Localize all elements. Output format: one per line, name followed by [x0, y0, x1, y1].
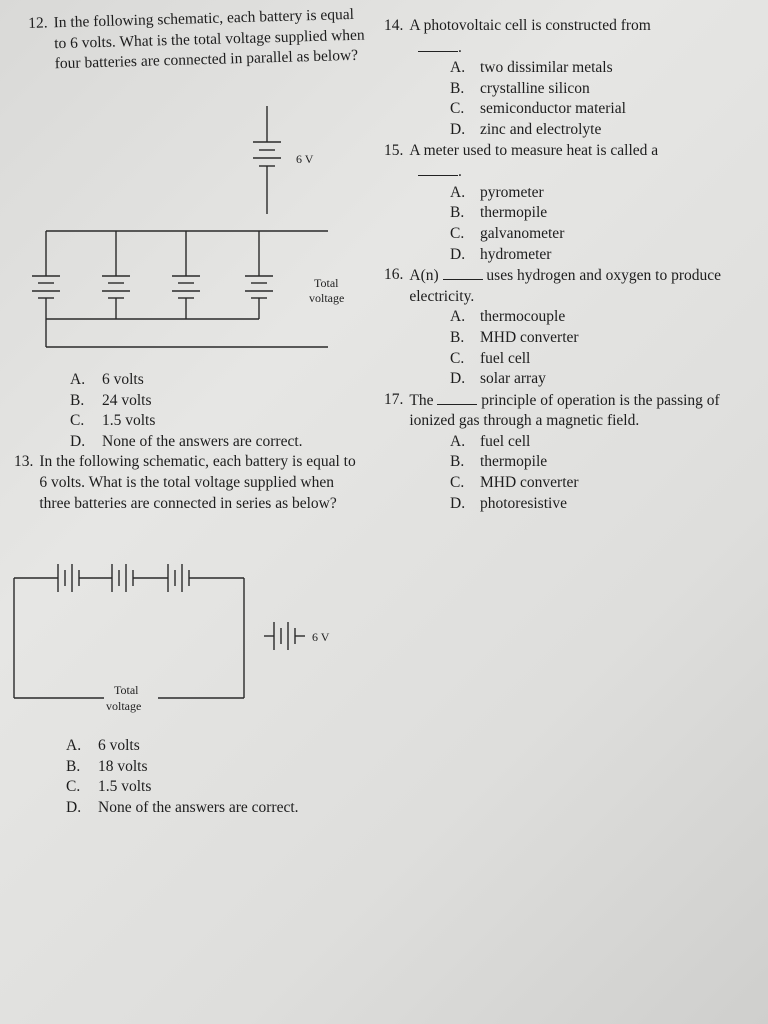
option-c[interactable]: C. fuel cell: [450, 349, 531, 367]
option-d[interactable]: D. photoresistive: [450, 494, 567, 512]
question-number: 15.: [384, 141, 404, 159]
option-b[interactable]: B. thermopile: [450, 204, 548, 222]
answer-blank: .: [418, 37, 734, 59]
option-a[interactable]: A. 6 volts: [70, 371, 144, 388]
option-d[interactable]: D. zinc and electrolyte: [450, 120, 602, 138]
question-number: 13.: [14, 453, 34, 471]
total-voltage-label: Total: [114, 683, 139, 697]
option-a[interactable]: A. pyrometer: [450, 183, 544, 201]
battery-1: [32, 276, 60, 298]
series-battery-1: [58, 564, 79, 592]
question-15: [384, 141, 734, 162]
option-c[interactable]: C. semiconductor material: [450, 100, 626, 118]
battery-2: [102, 276, 130, 298]
option-b[interactable]: B. thermopile: [450, 453, 548, 471]
battery-3: [172, 276, 200, 298]
question-text: A photovoltaic cell is constructed from: [409, 17, 651, 34]
question-text: The principle of operation is the passing of ionized gas through a magnetic field.: [409, 391, 720, 430]
total-voltage-label-2: voltage: [309, 291, 345, 305]
option-a[interactable]: A. thermocouple: [450, 308, 566, 326]
option-b[interactable]: B. crystalline silicon: [450, 79, 590, 97]
answer-blank: .: [418, 161, 734, 183]
question-17: [384, 390, 734, 432]
series-battery-3: [168, 564, 189, 592]
battery-4: [245, 276, 273, 298]
option-a[interactable]: A. 6 volts: [66, 737, 140, 754]
question-number: 14.: [384, 17, 404, 34]
question-14: [384, 16, 734, 37]
total-voltage-label-2: voltage: [106, 699, 142, 713]
option-c[interactable]: C. 1.5 volts: [66, 778, 152, 796]
option-a[interactable]: A. two dissimilar metals: [450, 59, 613, 77]
series-battery-2: [112, 564, 133, 592]
question-number: 17.: [384, 390, 404, 408]
question-13: [14, 452, 364, 514]
question-text: A(n) uses hydrogen and oxygen to produce electricity.: [409, 267, 722, 305]
option-b[interactable]: B. 24 volts: [70, 391, 152, 409]
q13-options: [66, 736, 366, 818]
total-voltage-label: Total: [314, 276, 339, 290]
question-16: [384, 265, 734, 307]
question-number: 16.: [384, 266, 404, 284]
option-c[interactable]: C. 1.5 volts: [70, 412, 156, 430]
option-b[interactable]: B. 18 volts: [66, 757, 148, 775]
parallel-circuit-diagram: [20, 98, 370, 358]
option-d[interactable]: D. solar array: [450, 370, 546, 388]
option-c[interactable]: C. MHD converter: [450, 474, 579, 492]
option-d[interactable]: D. None of the answers are correct.: [66, 798, 299, 816]
option-b[interactable]: B. MHD converter: [450, 328, 579, 346]
source-voltage-label: 6 V: [312, 630, 330, 644]
question-text: In the following schematic, each battery is equal to 6 volts. What is the total voltage supplied when three batteries are connected in series as below?: [39, 453, 356, 512]
option-a[interactable]: A. fuel cell: [450, 432, 531, 450]
option-c[interactable]: C. galvanometer: [450, 224, 565, 242]
series-circuit-diagram: [8, 548, 368, 728]
question-text: A meter used to measure heat is called a: [409, 141, 659, 159]
q12-options: [14, 370, 364, 452]
source-voltage-label: 6 V: [296, 152, 314, 166]
question-12: [28, 5, 370, 76]
option-d[interactable]: D. hydrometer: [450, 245, 552, 263]
right-column: [384, 16, 734, 514]
question-12-options-and-13: [14, 370, 364, 514]
question-number: 12.: [28, 14, 48, 32]
option-d[interactable]: D. None of the answers are correct.: [70, 432, 303, 450]
legend-battery: [264, 622, 305, 650]
question-text: In the following schematic, each battery is equal to 6 volts. What is the total voltage supplied when four batteries are connected in parallel as below?: [53, 5, 365, 73]
